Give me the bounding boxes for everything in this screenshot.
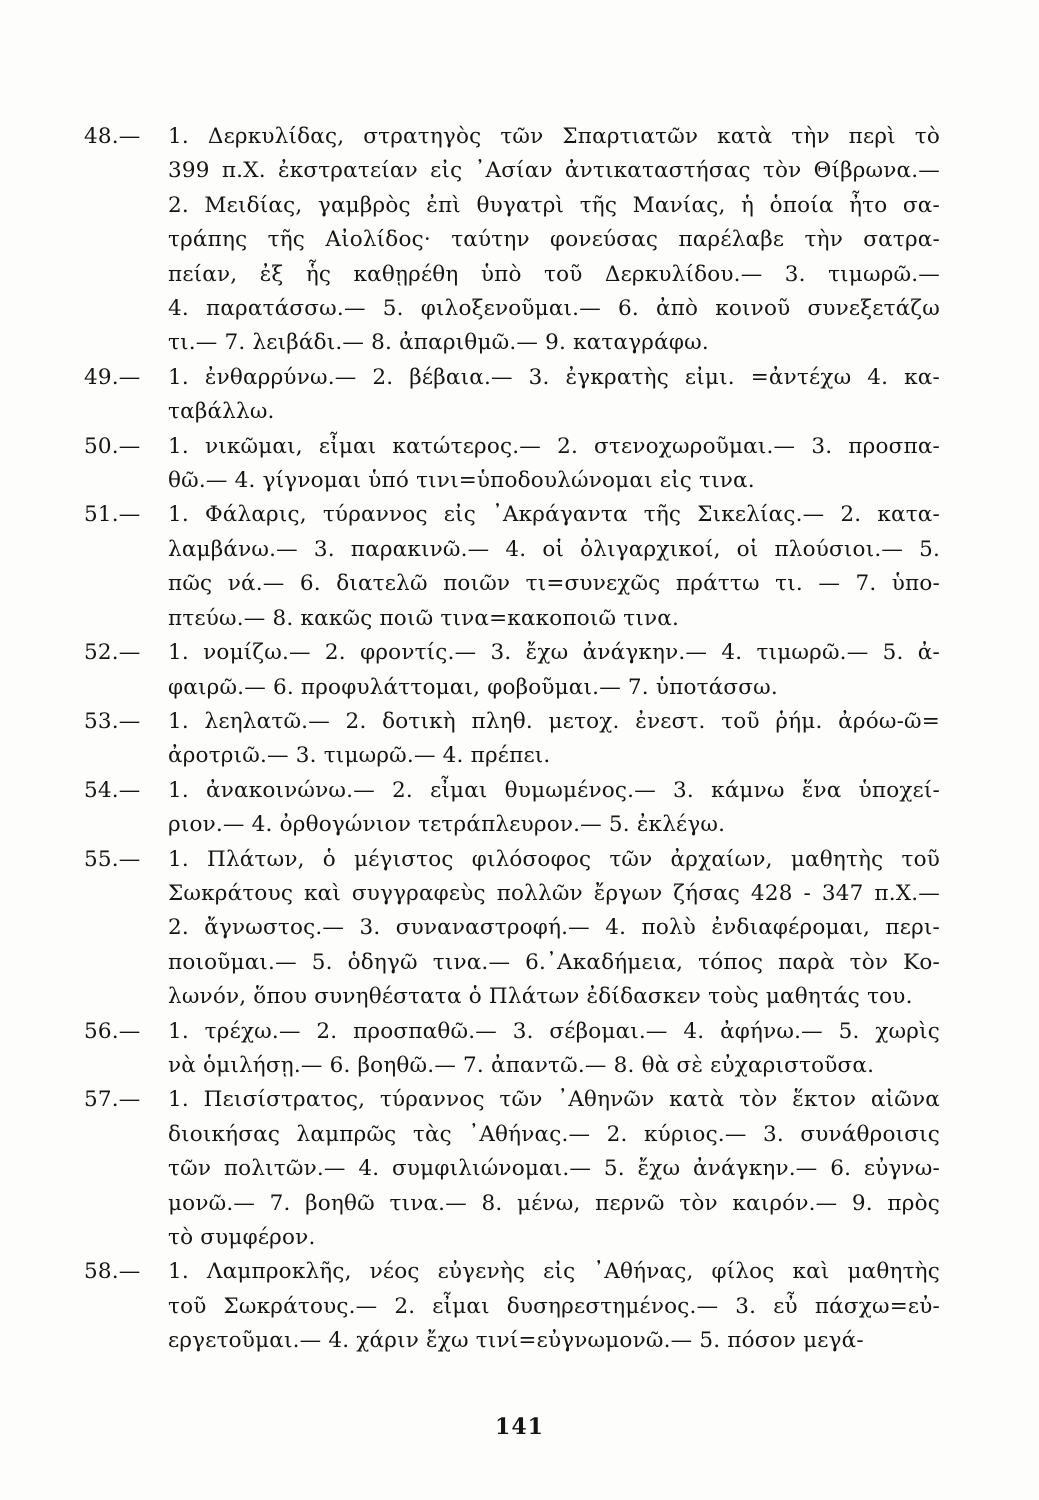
glossary-entry [84,1015,940,1084]
entry-first-line [84,1015,940,1049]
entry-first-line [84,1083,940,1117]
entry-text: 4. παρατάσσω.— 5. φιλοξενοῦμαι.— 6. ἀπὸ κοινοῦ συνεξετάζω [168,296,940,322]
entry-text: 1. τρέχω.— 2. προσπαθῶ.— 3. σέβομαι.— 4. ἀφήνω.— 5. χωρὶς [168,1018,940,1044]
entry-text: λαμβάνω.— 3. παρακινῶ.— 4. οἱ ὀλιγαρχικοί, οἱ πλούσιοι.— 5. [168,536,940,562]
entry-first-line [84,498,940,532]
glossary-entry [84,1083,940,1255]
entry-first-line [84,430,940,464]
entry-text: νὰ ὁμιλήσῃ.— 6. βοηθῶ.— 7. ἀπαντῶ.— 8. θὰ σὲ εὐχαριστοῦσα. [168,1052,875,1078]
entry-text: 1. Φάλαρις, τύραννος εἰς ᾿Ακράγαντα τῆς Σικελίας.— 2. κατα- [168,502,940,528]
entry-text: 1. Πεισίστρατος, τύραννος τῶν ᾿Αθηνῶν κατὰ τὸν ἕκτον αἰῶνα [168,1087,940,1113]
entry-continuation-line [84,154,940,188]
glossary-entry [84,430,940,499]
entry-number: 49.— [84,364,141,390]
entry-number: 55.— [84,846,141,872]
entry-text: πείαν, ἐξ ἧς καθῃρέθη ὑπὸ τοῦ Δερκυλίδου.— 3. τιμωρῶ.— [168,261,940,287]
entry-continuation-line [84,671,940,705]
entry-number: 48.— [84,124,141,149]
entry-continuation-line [84,980,940,1014]
entry-continuation-line [84,602,940,636]
entry-text: Σωκράτους καὶ συγγραφεὺς πολλῶν ἔργων ζήσας 428 - 347 π.Χ.— [168,880,940,906]
entry-text: 1. ἀνακοινώνω.— 2. εἶμαι θυμωμένος.— 3. κάμνω ἕνα ὑποχεί- [168,777,940,803]
entry-first-line [84,774,940,808]
glossary-entry [84,774,940,843]
entry-text: μονῶ.— 7. βοηθῶ τινα.— 8. μένω, περνῶ τὸν καιρόν.— 9. πρὸς [168,1190,940,1216]
entry-text: ριον.— 4. ὀρθογώνιον τετράπλευρον.— 5. ἐκλέγω. [168,812,726,838]
glossary-entry [84,498,940,636]
entry-text: διοικήσας λαμπρῶς τὰς ᾿Αθήνας.— 2. κύριος.— 3. συνάθροισις [168,1121,940,1147]
entry-continuation-line [84,808,940,842]
entry-number: 53.— [84,708,141,734]
entry-text: 2. ἄγνωστος.— 3. συναναστροφή.— 4. πολὺ ἐνδιαφέρομαι, περι- [168,915,940,941]
entry-continuation-line [84,533,940,567]
entry-text: ἀροτριῶ.— 3. τιμωρῶ.— 4. πρέπει. [168,743,551,769]
entry-number: 56.— [84,1018,141,1044]
entry-text: 1. ἐνθαρρύνω.— 2. βέβαια.— 3. ἐγκρατὴς εἰμι. =ἀντέχω 4. κα- [168,364,940,390]
glossary-entry [84,1255,940,1358]
entry-number: 57.— [84,1087,141,1113]
glossary-entry [84,636,940,705]
entry-continuation-line [84,1118,940,1152]
entry-first-line [84,636,940,670]
entry-continuation-line [84,877,940,911]
entry-text: θῶ.— 4. γίγνομαι ὑπό τινι=ὑποδουλώνομαι εἰς τινα. [168,468,755,494]
entry-number: 54.— [84,777,141,803]
entry-first-line [84,361,940,395]
entry-continuation-line [84,1187,940,1221]
entry-text: πτεύω.— 8. κακῶς ποιῶ τινα=κακοποιῶ τινα. [168,605,680,631]
entry-continuation-line [84,464,940,498]
page-number: 141 [495,1414,544,1440]
glossary-entry [84,361,940,430]
entry-continuation-line [84,326,940,360]
entry-text: 1. νομίζω.— 2. φροντίς.— 3. ἔχω ἀνάγκην.— 4. τιμωρῶ.— 5. ἀ- [168,640,940,666]
entry-text: ταβάλλω. [168,399,275,425]
entry-continuation-line [84,946,940,980]
entry-first-line [84,1255,940,1289]
entry-text: 1. λεηλατῶ.— 2. δοτικὴ πληθ. μετοχ. ἐνεστ. τοῦ ῥήμ. ἀρόω-ῶ= [168,708,940,734]
entry-continuation-line [84,258,940,292]
entry-text: εργετοῦμαι.— 4. χάριν ἔχω τινί=εὐγνωμονῶ.— 5. πόσον μεγά- [168,1328,864,1354]
entry-continuation-line [84,395,940,429]
entry-continuation-line [84,1152,940,1186]
entry-text: 1. Λαμπροκλῆς, νέος εὐγενὴς εἰς ᾿Αθήνας, φίλος καὶ μαθητὴς [168,1259,940,1285]
glossary-entry [84,843,940,1015]
entry-continuation-line [84,1290,940,1324]
glossary-entry [84,120,940,361]
entry-text: τῶν πολιτῶν.— 4. συμφιλιώνομαι.— 5. ἔχω ἀνάγκην.— 6. εὐγνω- [168,1156,940,1182]
entry-text: τράπης τῆς Αἰολίδος· ταύτην φονεύσας παρέλαβε τὴν σατρα- [168,227,940,253]
entry-number: 50.— [84,433,141,459]
entry-text: φαιρῶ.— 6. προφυλάττομαι, φοβοῦμαι.— 7. ὑποτάσσω. [168,674,778,700]
entry-text: 1. Δερκυλίδας, στρατηγὸς τῶν Σπαρτιατῶν κατὰ τὴν περὶ τὸ [168,124,940,149]
entry-continuation-line [84,911,940,945]
entry-continuation-line [84,292,940,326]
entry-text: 2. Μειδίας, γαμβρὸς ἐπὶ θυγατρὶ τῆς Μανίας, ἡ ὁποία ἦτο σα- [168,192,940,218]
entry-text: 399 π.Χ. ἐκστρατείαν εἰς ᾿Ασίαν ἀντικαταστήσας τὸν Θίβρωνα.— [168,158,940,184]
entry-text: τι.— 7. λειβάδι.— 8. ἀπαριθμῶ.— 9. καταγράφω. [168,330,709,356]
entry-continuation-line [84,189,940,223]
entry-continuation-line [84,1221,940,1255]
entry-continuation-line [84,1049,940,1083]
entry-first-line [84,705,940,739]
entry-number: 51.— [84,502,141,528]
entry-continuation-line [84,1324,940,1358]
entry-text: τοῦ Σωκράτους.— 2. εἶμαι δυσηρεστημένος.— 3. εὖ πάσχω=εὐ- [168,1293,940,1319]
entry-number: 58.— [84,1259,141,1285]
entry-number: 52.— [84,640,141,666]
entry-continuation-line [84,567,940,601]
entry-text: πῶς νά.— 6. διατελῶ ποιῶν τι=συνεχῶς πράττω τι. — 7. ὑπο- [168,571,940,597]
entry-text: τὸ συμφέρον. [168,1225,316,1250]
glossary-entries [84,120,940,1359]
entry-text: 1. Πλάτων, ὁ μέγιστος φιλόσοφος τῶν ἀρχαίων, μαθητὴς τοῦ [168,846,940,872]
entry-first-line [84,120,940,154]
entry-continuation-line [84,739,940,773]
entry-text: λωνόν, ὅπου συνηθέστατα ὁ Πλάτων ἐδίδασκεν τοὺς μαθητάς του. [168,984,913,1010]
entry-first-line [84,843,940,877]
entry-continuation-line [84,223,940,257]
entry-text: 1. νικῶμαι, εἶμαι κατώτερος.— 2. στενοχωροῦμαι.— 3. προσπα- [168,433,940,459]
entry-text: ποιοῦμαι.— 5. ὁδηγῶ τινα.— 6.᾿Ακαδήμεια, τόπος παρὰ τὸν Κο- [168,949,940,975]
glossary-entry [84,705,940,774]
